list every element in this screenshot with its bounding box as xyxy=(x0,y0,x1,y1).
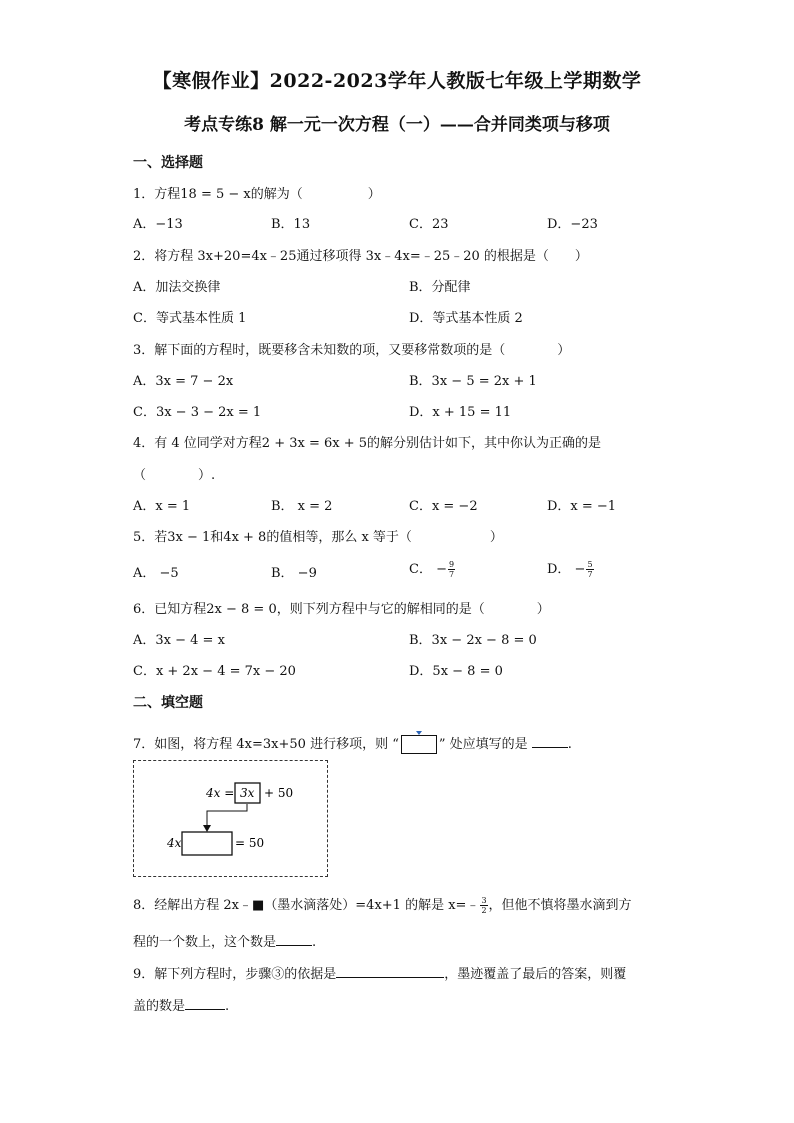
q5-option-a: A． −5 xyxy=(133,566,179,581)
question-2-stem: 2．将方程 3x+20=4x﹣25通过移项得 3x﹣4x=﹣25﹣20 的根据是（ ） xyxy=(133,249,588,264)
figure-top-right-text: + 50 xyxy=(264,786,294,800)
figure-arrow-line xyxy=(207,804,247,827)
fraction-numerator: 3 xyxy=(481,896,487,905)
q8-stem-line2-text: 程的一个数上，这个数是 xyxy=(133,935,277,950)
q7-answer-blank xyxy=(532,735,568,748)
q6-option-c: C．x + 2x − 4 = 7x − 20 xyxy=(133,664,296,679)
question-7-stem xyxy=(133,733,572,754)
fraction-denominator: 7 xyxy=(587,570,593,579)
q2-option-a: A．加法交换律 xyxy=(133,280,221,295)
question-1-stem: 1．方程18 = 5 − x的解为（ ） xyxy=(133,187,381,202)
q5-option-c-label: C． − xyxy=(409,562,447,577)
question-4-stem: 4．有 4 位同学对方程2 + 3x = 6x + 5的解分别估计如下，其中你认为正确的是 xyxy=(133,436,602,451)
question-5-stem: 5．若3x − 1和4x + 8的值相等，那么 x 等于（ ） xyxy=(133,530,503,545)
q5-option-b: B． −9 xyxy=(271,566,317,581)
q1-option-d: D．−23 xyxy=(547,217,598,232)
q7-stem-end: . xyxy=(567,737,572,752)
q2-option-c: C．等式基本性质 1 xyxy=(133,311,247,326)
q1-option-b: B．13 xyxy=(271,217,311,232)
fraction-numerator: 5 xyxy=(587,560,593,569)
q4-option-b: B． x = 2 xyxy=(271,499,333,514)
q9-stem-prefix: 9．解下列方程时，步骤③的依据是 xyxy=(133,967,337,982)
figure-top-left-text: 4x = xyxy=(206,786,235,800)
q4-option-d: D．x = −1 xyxy=(547,499,617,514)
fraction-denominator: 2 xyxy=(481,906,487,915)
q3-option-a: A．3x = 7 − 2x xyxy=(133,374,234,389)
q2-option-d: D．等式基本性质 2 xyxy=(409,311,523,326)
q2-option-b: B．分配律 xyxy=(409,280,471,295)
q7-stem-suffix: ” 处应填写的是 xyxy=(438,737,528,752)
document-subtitle: 考点专练8 解一元一次方程（一）——合并同类项与移项 xyxy=(184,115,610,135)
inline-answer-box-icon xyxy=(401,735,437,754)
q1-option-c: C．23 xyxy=(409,217,449,232)
q5-option-d-fraction xyxy=(586,560,593,579)
arrow-down-icon xyxy=(203,825,211,832)
q8-stem-end: . xyxy=(312,935,317,950)
figure-bottom-left-text: 4x xyxy=(167,836,182,850)
q4-option-c: C．x = −2 xyxy=(409,499,478,514)
q8-stem-suffix: ，但他不慎将墨水滴到方 xyxy=(488,898,632,913)
fraction-numerator: 9 xyxy=(448,560,455,569)
document-title: 【寒假作业】2022-2023学年人教版七年级上学期数学 xyxy=(152,70,642,92)
q9-stem-line2-text: 盖的数是 xyxy=(133,999,186,1014)
q8-stem-prefix: 8．经解出方程 2x﹣■（墨水滴落处）=4x+1 的解是 x=﹣ xyxy=(133,898,480,913)
q7-stem-prefix: 7．如图，将方程 4x=3x+50 进行移项，则 “ xyxy=(133,737,399,752)
q8-fraction xyxy=(480,896,487,915)
q7-figure xyxy=(133,760,328,877)
question-8-stem-line2 xyxy=(133,931,316,950)
q6-option-a: A．3x − 4 = x xyxy=(133,633,225,648)
q5-option-c-fraction xyxy=(448,560,455,579)
q7-diagram xyxy=(134,761,327,876)
q3-option-d: D．x + 15 = 11 xyxy=(409,405,512,420)
q6-option-b: B．3x − 2x − 8 = 0 xyxy=(409,633,537,648)
q9-answer-blank-2 xyxy=(185,997,225,1010)
section-heading-fill-in: 二、填空题 xyxy=(133,695,203,711)
question-9-stem xyxy=(133,963,626,982)
q4-option-a: A．x = 1 xyxy=(133,499,191,514)
question-6-stem: 6．已知方程2x − 8 = 0，则下列方程中与它的解相同的是（ ） xyxy=(133,602,550,617)
q9-stem-end: . xyxy=(225,999,230,1014)
question-8-stem xyxy=(133,894,632,915)
fraction-denominator: 7 xyxy=(448,570,455,579)
q9-stem-mid: ，墨迹覆盖了最后的答案，则覆 xyxy=(444,967,627,982)
q5-option-c xyxy=(409,558,456,579)
figure-bottom-right-text: = 50 xyxy=(235,836,265,850)
figure-top-box-text: 3x xyxy=(240,786,255,800)
question-4-stem-line2: （ ）. xyxy=(133,468,216,483)
q6-option-d: D．5x − 8 = 0 xyxy=(409,664,503,679)
q3-option-c: C．3x − 3 − 2x = 1 xyxy=(133,405,262,420)
q9-answer-blank-1 xyxy=(336,965,444,978)
question-9-stem-line2 xyxy=(133,995,229,1014)
section-heading-choice: 一、选择题 xyxy=(133,155,203,171)
q8-answer-blank xyxy=(276,933,312,946)
question-3-stem: 3．解下面的方程时，既要移含未知数的项，又要移常数项的是（ ） xyxy=(133,343,571,358)
figure-bottom-box xyxy=(182,832,232,855)
q1-option-a: A．−13 xyxy=(133,217,183,232)
q3-option-b: B．3x − 5 = 2x + 1 xyxy=(409,374,537,389)
q5-option-d xyxy=(547,558,595,579)
q5-option-d-label: D． − xyxy=(547,562,586,577)
